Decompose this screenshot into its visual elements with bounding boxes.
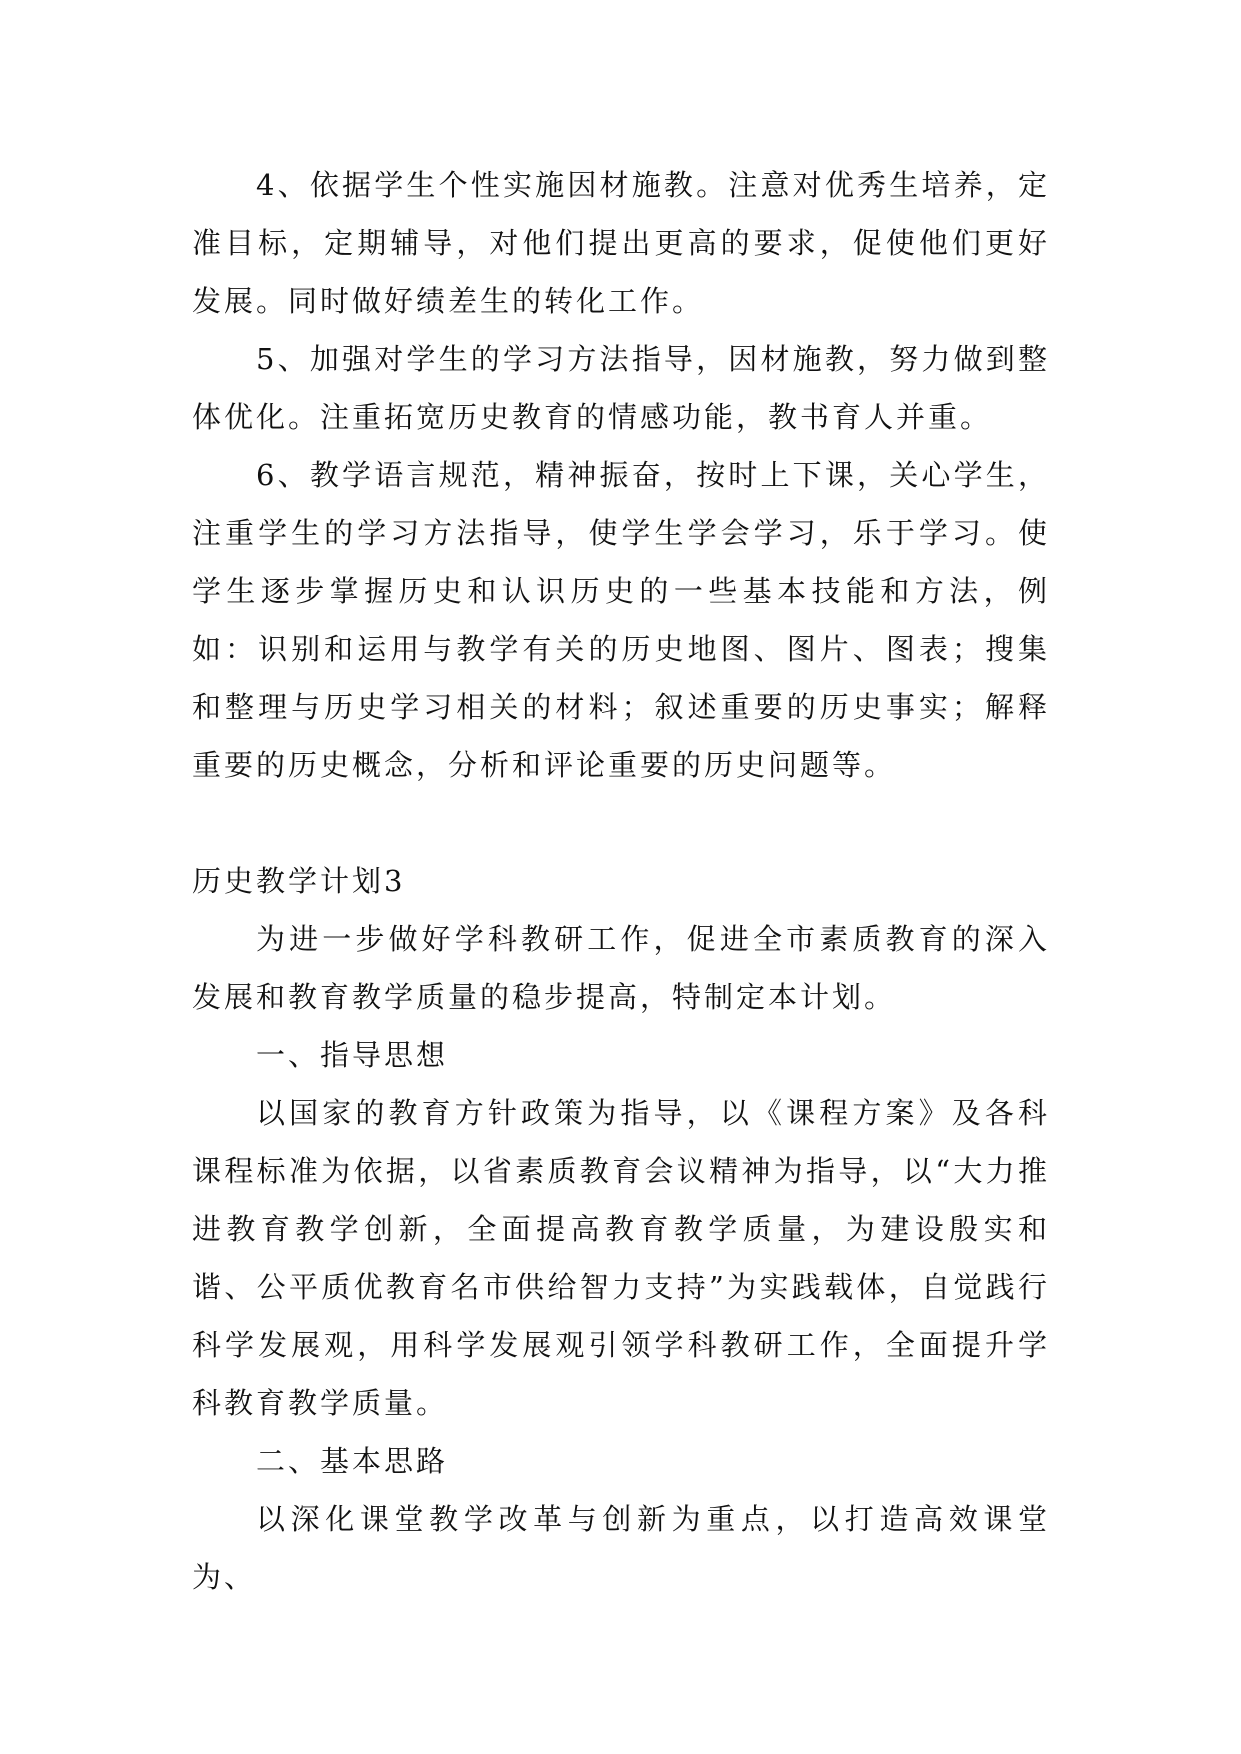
paragraph-item-5: 5、加强对学生的学习方法指导，因材施教，努力做到整体优化。注重拓宽历史教育的情感功能，教书育人并重。 [192,342,1050,434]
paragraph-item-4: 4、依据学生个性实施因材施教。注意对优秀生培养，定准目标，定期辅导，对他们提出更高的要求，促使他们更好发展。同时做好绩差生的转化工作。 [192,168,1050,318]
subheading-guiding-ideology: 一、指导思想 [256,1038,449,1072]
paragraph-item-6: 6、教学语言规范，精神振奋，按时上下课，关心学生，注重学生的学习方法指导，使学生学会学习，乐于学习。使学生逐步掌握历史和认识历史的一些基本技能和方法，例如：识别和运用与教学有关的历史地图、图片、图表；搜集和整理与历史学习相关的材料；叙述重要的历史事实；解释重要的历史概念，分析和评论重要的历史问题等。 [192,458,1050,782]
subheading-basic-approach: 二、基本思路 [256,1444,449,1478]
document-body [192,156,1050,1606]
section-title: 历史教学计划3 [192,864,406,898]
guiding-ideology-paragraph: 以国家的教育方针政策为指导，以《课程方案》及各科课程标准为依据，以省素质教育会议精神为指导，以“大力推进教育教学创新，全面提高教育教学质量，为建设殷实和谐、公平质优教育名市供给智力支持”为实践载体，自觉践行科学发展观，用科学发展观引领学科教研工作，全面提升学科教育教学质量。 [192,1096,1050,1420]
intro-paragraph: 为进一步做好学科教研工作，促进全市素质教育的深入发展和教育教学质量的稳步提高，特制定本计划。 [192,922,1050,1014]
basic-approach-paragraph: 以深化课堂教学改革与创新为重点，以打造高效课堂为、 [192,1502,1050,1594]
